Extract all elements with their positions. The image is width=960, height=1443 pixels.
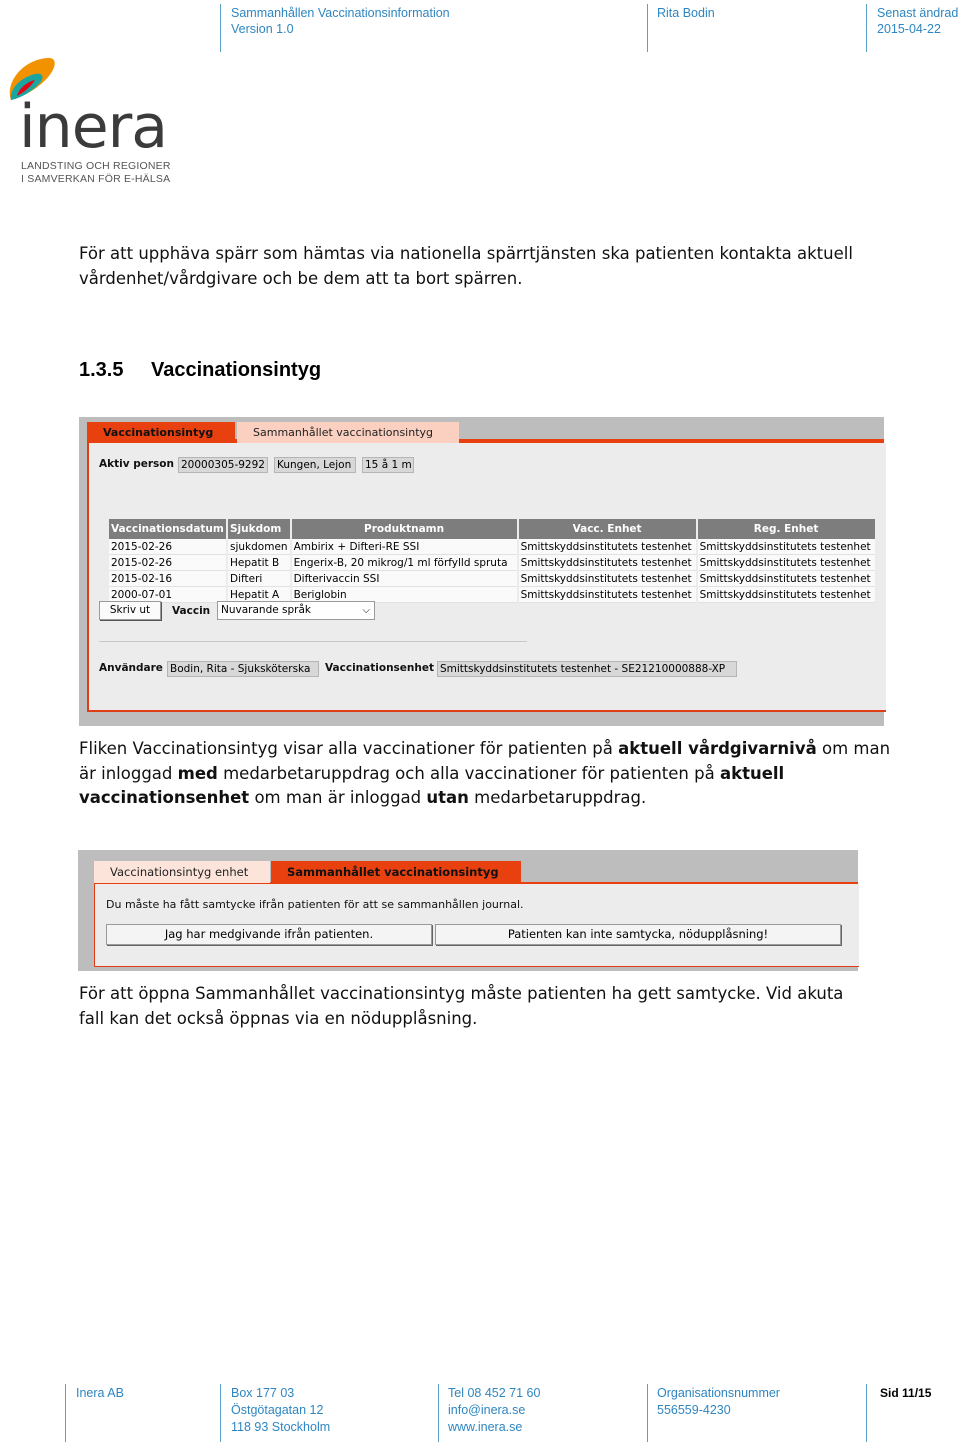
table-cell: Smittskyddsinstitutets testenhet (518, 587, 697, 603)
footer-org-label: Organisationsnummer (657, 1386, 780, 1400)
footer-divider (65, 1384, 66, 1442)
table-cell: Smittskyddsinstitutets testenhet (697, 587, 876, 603)
footer-address-line: Box 177 03 (231, 1386, 295, 1400)
page-label: Sid (880, 1386, 899, 1400)
text-run-bold: utan (426, 788, 469, 807)
divider (99, 641, 527, 642)
text-run-bold: med (177, 763, 218, 783)
vaccine-label: Vaccin (172, 605, 211, 617)
text-run: om man (816, 739, 891, 758)
print-button[interactable]: Skriv ut (99, 601, 161, 620)
emergency-unlock-button[interactable]: Patienten kan inte samtycka, nödupplåsning! (435, 924, 841, 945)
header-changed-label: Senast ändrad (877, 6, 959, 20)
table-row[interactable] (109, 555, 876, 571)
paragraph-line (79, 762, 890, 787)
unit-field: Smittskyddsinstitutets testenhet - SE21210000888-XP (437, 661, 737, 677)
header-divider (647, 4, 648, 52)
table-cell: Smittskyddsinstitutets testenhet (518, 539, 697, 555)
text-run: medarbetaruppdrag. (468, 788, 647, 807)
footer-org-number: 556559-4230 (657, 1403, 731, 1417)
screenshot-samtycke (78, 850, 858, 971)
table-cell: 2015-02-26 (109, 539, 227, 555)
table-cell: Ambirix + Difteri-RE SSI (291, 539, 518, 555)
footer-page (880, 1385, 931, 1402)
paragraph-line (79, 786, 890, 811)
table-row[interactable] (109, 539, 876, 555)
inera-logo (5, 56, 175, 186)
tab-sammanhallet-vaccinationsintyg[interactable]: Sammanhållet vaccinationsintyg (271, 861, 521, 883)
footer-divider (866, 1384, 867, 1442)
table-cell: Hepatit A (227, 587, 291, 603)
table-cell: Smittskyddsinstitutets testenhet (518, 555, 697, 571)
text-run: medarbetaruppdrag och alla vaccinationer för patienten på (217, 763, 720, 783)
vaccination-panel (87, 443, 886, 712)
section-number: 1.3.5 (79, 359, 124, 381)
column-header[interactable]: Vaccinationsdatum (109, 519, 227, 539)
paragraph-block (79, 737, 890, 811)
header-changed (877, 5, 958, 37)
text-run: om man är inloggad (249, 788, 427, 807)
table-cell: 2015-02-26 (109, 555, 227, 571)
table-cell: Smittskyddsinstitutets testenhet (697, 555, 876, 571)
person-name-field: Kungen, Lejon (274, 457, 356, 473)
text-run-bold: aktuell vårdgivarnivå (618, 739, 817, 758)
footer-contact (448, 1385, 540, 1436)
column-header[interactable]: Reg. Enhet (697, 519, 876, 539)
footer-web[interactable]: www.inera.se (448, 1420, 523, 1434)
screenshot-vaccinationsintyg (79, 417, 884, 726)
table-cell: Difterivaccin SSI (291, 571, 518, 587)
footer-divider (220, 1384, 221, 1442)
user-field: Bodin, Rita - Sjuksköterska (167, 661, 319, 677)
table-cell: Smittskyddsinstitutets testenhet (697, 571, 876, 587)
table-row[interactable] (109, 571, 876, 587)
header-author: Rita Bodin (657, 6, 715, 20)
text-run: är inloggad (79, 763, 178, 783)
paragraph-line: fall kan det också öppnas via en nödupplåsning. (79, 1008, 478, 1028)
active-person-label: Aktiv person (99, 458, 174, 470)
language-select[interactable] (217, 601, 375, 620)
consent-panel (94, 884, 859, 967)
paragraph-line: För att öppna Sammanhållet vaccinationsintyg måste patienten ha gett samtycke. Vid akuta (79, 984, 844, 1003)
user-label: Användare (99, 662, 163, 674)
section-title: Vaccinationsintyg (151, 359, 322, 381)
header-divider (866, 4, 867, 52)
logo-tagline-1: LANDSTING OCH REGIONER (21, 160, 171, 172)
column-header[interactable]: Produktnamn (291, 519, 518, 539)
header-doc-info (231, 5, 450, 37)
tab-vaccinationsintyg[interactable]: Vaccinationsintyg (87, 422, 235, 444)
paragraph-block (79, 982, 843, 1031)
footer-divider (438, 1384, 439, 1442)
table-cell: 2000-07-01 (109, 587, 227, 603)
vaccination-table (109, 519, 877, 603)
page-number: 11/15 (902, 1386, 932, 1400)
tab-sammanhallet[interactable]: Sammanhållet vaccinationsintyg (237, 422, 459, 444)
table-header-row (109, 519, 876, 539)
section-heading (79, 359, 321, 382)
footer-address (231, 1385, 330, 1436)
text-run: Fliken Vaccinationsintyg visar alla vaccinationer för patienten på (79, 739, 619, 758)
footer-address-line: Östgötagatan 12 (231, 1403, 324, 1417)
table-cell: Smittskyddsinstitutets testenhet (518, 571, 697, 587)
header-divider (220, 4, 221, 52)
unit-label: Vaccinationsenhet (325, 662, 435, 674)
person-age-field: 15 å 1 m (362, 457, 414, 473)
tab-vaccinationsintyg-enhet[interactable]: Vaccinationsintyg enhet (94, 861, 270, 883)
text-run-bold: vaccinationsenhet (79, 788, 250, 807)
header-version: Version 1.0 (231, 22, 294, 36)
column-header[interactable]: Sjukdom (227, 519, 291, 539)
table-cell: Beriglobin (291, 587, 518, 603)
table-cell: 2015-02-16 (109, 571, 227, 587)
paragraph-block (79, 242, 853, 291)
text-run-bold: aktuell (719, 763, 785, 783)
table-cell: Difteri (227, 571, 291, 587)
logo-tagline-2: I SAMVERKAN FÖR E-HÄLSA (21, 173, 171, 185)
table-cell: sjukdomen (227, 539, 291, 555)
consent-message: Du måste ha fått samtycke ifrån patienten för att se sammanhållen journal. (106, 898, 524, 911)
inera-logo-text: inera (19, 92, 168, 162)
person-id-field: 20000305-9292 (178, 457, 268, 473)
paragraph-line: För att upphäva spärr som hämtas via nationella spärrtjänsten ska patienten kontakta aktuell (79, 244, 853, 263)
column-header[interactable]: Vacc. Enhet (518, 519, 697, 539)
chevron-down-icon: ⌵ (362, 605, 370, 616)
footer-divider (647, 1384, 648, 1442)
paragraph-line (79, 737, 890, 762)
table-cell: Engerix-B, 20 mikrog/1 ml förfylld spruta (291, 555, 518, 571)
language-select-value: Nuvarande språk (221, 604, 311, 616)
table-cell: Hepatit B (227, 555, 291, 571)
footer-company: Inera AB (76, 1386, 124, 1400)
footer-org (657, 1385, 780, 1419)
footer-address-line: 118 93 Stockholm (231, 1420, 331, 1434)
header-doc-title: Sammanhållen Vaccinationsinformation (231, 6, 450, 20)
footer-phone: Tel 08 452 71 60 (448, 1386, 541, 1400)
footer-email[interactable]: info@inera.se (448, 1403, 526, 1417)
table-cell: Smittskyddsinstitutets testenhet (697, 539, 876, 555)
header-changed-date: 2015-04-22 (877, 22, 941, 36)
paragraph-line: vårdenhet/vårdgivare och be dem att ta bort spärren. (79, 268, 523, 288)
consent-button[interactable]: Jag har medgivande ifrån patienten. (106, 924, 432, 945)
